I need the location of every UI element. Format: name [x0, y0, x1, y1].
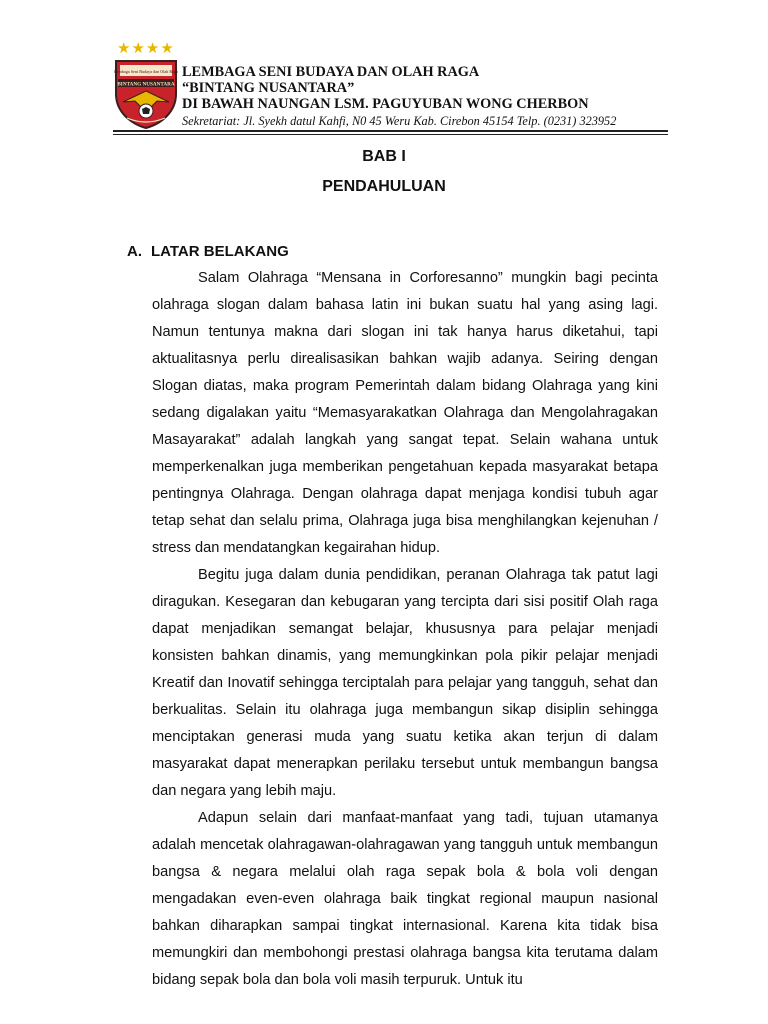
section-heading	[127, 243, 289, 260]
section-letter: A.	[127, 243, 142, 260]
body-text	[152, 265, 658, 994]
letterhead	[113, 40, 668, 136]
chapter-number: BAB I	[362, 148, 406, 165]
chapter-title: PENDAHULUAN	[322, 178, 446, 195]
paragraph-2: Begitu juga dalam dunia pendidikan, peranan Olahraga tak patut lagi diragukan. Kesegaran dan kebugaran yang tercipta dari sisi positif Olah raga dapat menjadikan semangat belajar, khususnya para pelajar menjadi konsisten bahkan dinamis, yang memungkinkan pola pikir pelajar menjadi Kreatif dan Inovatif sehingga terciptalah para pelajar yang tangguh, sehat dan berkualitas. Selain itu olahraga juga membangun sikap disiplin sehingga menciptakan generasi muda yang suatu ketika akan terjun di dalam masyarakat dapat menerapkan perilaku tersebut untuk membangun bangsa dan negara yang lebih maju.	[152, 567, 658, 799]
paragraph-3: Adapun selain dari manfaat-manfaat yang tadi, tujuan utamanya adalah mencetak olahragawan-olahragawan yang tangguh untuk membangun bangsa & negara melalui olah raga sepak bola & bola voli dengan mengadakan even-even olahraga baik tingkat regional maupun nasional bahkan diharapkan sampai tingkat internasional. Karena kita tidak bisa memungkiri dan membohongi prestasi olahraga bangsa kita terutama dalam bidang sepak bola dan bola voli masih terpuruk. Untuk itu	[152, 810, 658, 988]
organization-name: LEMBAGA SENI BUDAYA DAN OLAH RAGA	[182, 64, 480, 80]
letterhead-divider-thin	[113, 134, 668, 135]
section-title: LATAR BELAKANG	[151, 243, 289, 260]
secretariat-address: Sekretariat: Jl. Syekh datul Kahfi, N0 45 Weru Kab. Cirebon 45154 Telp. (0231) 323952	[182, 114, 617, 128]
paragraph-1: Salam Olahraga “Mensana in Corforesanno” mungkin bagi pecinta olahraga slogan dalam bahasa latin ini bukan suatu hal yang asing lagi. Namun tentunya makna dari slogan ini tak hanya harus diketahui, tapi aktualitasnya perlu direalisasikan bahkan wajib adanya. Seiring dengan Slogan diatas, maka program Pemerintah dalam bidang Olahraga yang kini sedang digalakan yaitu “Memasyarakatkan Olahraga dan Mengolahragakan Masayarakat” adalah langkah yang sangat tepat. Selain wahana untuk memperkenalkan juga memberikan pengetahuan kepada masyarakat betapa pentingnya Olahraga. Dengan olahraga dapat menjaga kondisi tubuh agar tetap sehat dan selalu prima, Olahraga juga bisa menghilangkan kejenuhan / stress dan mendatangkan kegairahan hidup.	[152, 270, 658, 556]
star-rating-icon: ★★★★	[117, 40, 175, 57]
organization-subtitle: “BINTANG NUSANTARA”	[182, 80, 355, 96]
svg-text:BINTANG NUSANTARA: BINTANG NUSANTARA	[117, 81, 175, 88]
svg-text:Lembaga Seni Budaya dan Olah R: Lembaga Seni Budaya dan Olah Raga	[114, 69, 178, 74]
organization-info	[182, 64, 616, 130]
organization-logo-icon	[113, 58, 179, 130]
letterhead-divider-thick	[113, 130, 668, 132]
organization-parent: DI BAWAH NAUNGAN LSM. PAGUYUBAN WONG CHERBON	[182, 96, 589, 112]
